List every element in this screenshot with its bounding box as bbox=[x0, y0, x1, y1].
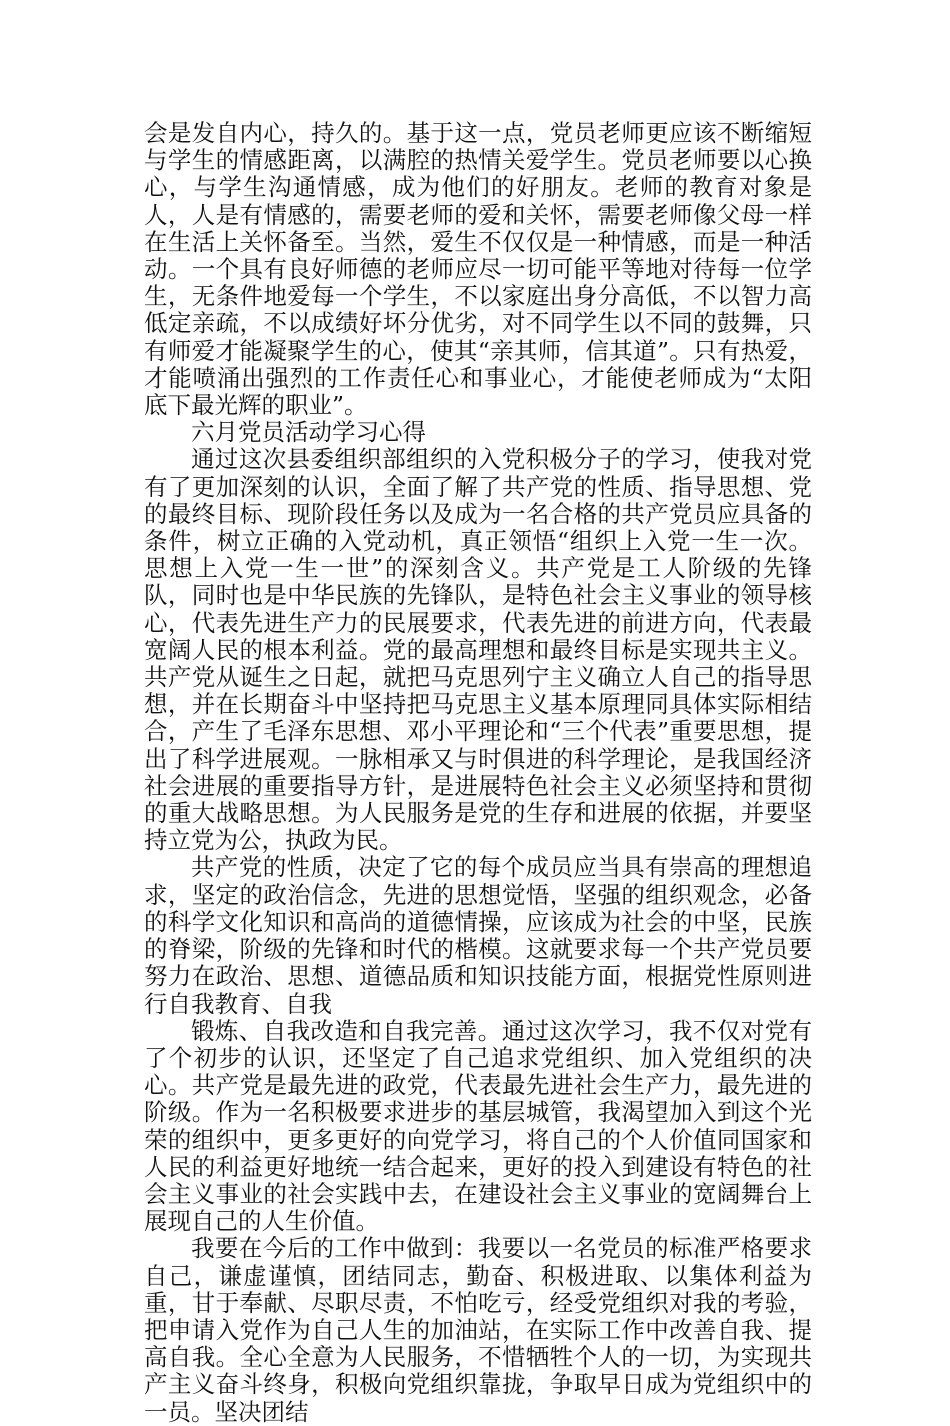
paragraph-party-study: 通过这次县委组织部组织的入党积极分子的学习，使我对党有了更加深刻的认识，全面了解了共产党的性质、指导思想、党的最终目标、现阶段任务以及成为一名合格的共产党员应具备的条件，树立正确的入党动机，真正领悟“组织上入党一生一次。思想上入党一生一世”的深刻含义。共产党是工人阶级的先锋队，同时也是中华民族的先锋队，是特色社会主义事业的领导核心，代表先进生产力的民展要求，代表先进的前进方向，代表最宽阔人民的根本利益。党的最高理想和最终目标是实现共主义。共产党从诞生之日起，就把马克思列宁主义确立人自己的指导思想，并在长期奋斗中坚持把马克思主义基本原理同具体实际相结合，产生了毛泽东思想、邓小平理论和“三个代表”重要思想，提出了科学进展观。一脉相承又与时俱进的科学理论，是我国经济社会进展的重要指导方针，是进展特色社会主义必须坚持和贯彻的重大战略思想。为人民服务是党的生存和进展的依据，并要坚持立党为公，执政为民。 bbox=[144, 445, 812, 855]
section-heading: 六月党员活动学习心得 bbox=[191, 418, 426, 447]
paragraph-teacher-ethics: 会是发自内心，持久的。基于这一点，党员老师更应该不断缩短与学生的情感距离，以满腔的热情关爱学生。党员老师要以心换心，与学生沟通情感，成为他们的好朋友。老师的教育对象是人，人是有情感的，需要老师的爱和关怀，需要老师像父母一样在生活上关怀备至。当然，爱生不仅仅是一种情感，而是一种活动。一个具有良好师德的老师应尽一切可能平等地对待每一位学生，无条件地爱每一个学生，不以家庭出身分高低，不以智力高低定亲疏，不以成绩好坏分优劣，对不同学生以不同的鼓舞，只有师爱才能凝聚学生的心，使其“亲其师，信其道”。只有热爱，才能喷涌出强烈的工作责任心和事业心，才能使老师成为“太阳底下最光辉的职业”。 bbox=[144, 119, 812, 420]
paragraph-self-improvement: 锻炼、自我改造和自我完善。通过这次学习，我不仅对党有了个初步的认识，还坚定了自己追求党组织、加入党组织的决心。共产党是最先进的政党，代表最先进社会生产力，最先进的阶级。作为一名积极要求进步的基层城管，我渴望加入到这个光荣的组织中，更多更好的向党学习，将自己的个人价值同国家和人民的利益更好地统一结合起来，更好的投入到建设有特色的社会主义事业的社会实践中去，在建设社会主义事业的宽阔舞台上展现自己的人生价值。 bbox=[144, 1016, 812, 1236]
paragraph-party-nature: 共产党的性质，决定了它的每个成员应当具有崇高的理想追求，坚定的政治信念，先进的思想觉悟，坚强的组织观念，必备的科学文化知识和高尚的道德情操，应该成为社会的中坚，民族的脊梁，阶级的先锋和时代的楷模。这就要求每一个共产党员要努力在政治、思想、道德品质和知识技能方面，根据党性原则进行自我教育、自我 bbox=[144, 853, 812, 1018]
document-page bbox=[144, 120, 812, 1426]
paragraph-future-work: 我要在今后的工作中做到：我要以一名党员的标准严格要求自己，谦虚谨慎，团结同志，勤奋、积极进取、以集体利益为重，甘于奉献、尽职尽责，不怕吃亏，经受党组织对我的考验，把申请入党作为自己人生的加油站，在实际工作中改善自我、提高自我。全心全意为人民服务，不惜牺牲个人的一切，为实现共产主义奋斗终身，积极向党组织靠拢，争取早日成为党组织中的一员。坚决团结 bbox=[144, 1234, 812, 1426]
